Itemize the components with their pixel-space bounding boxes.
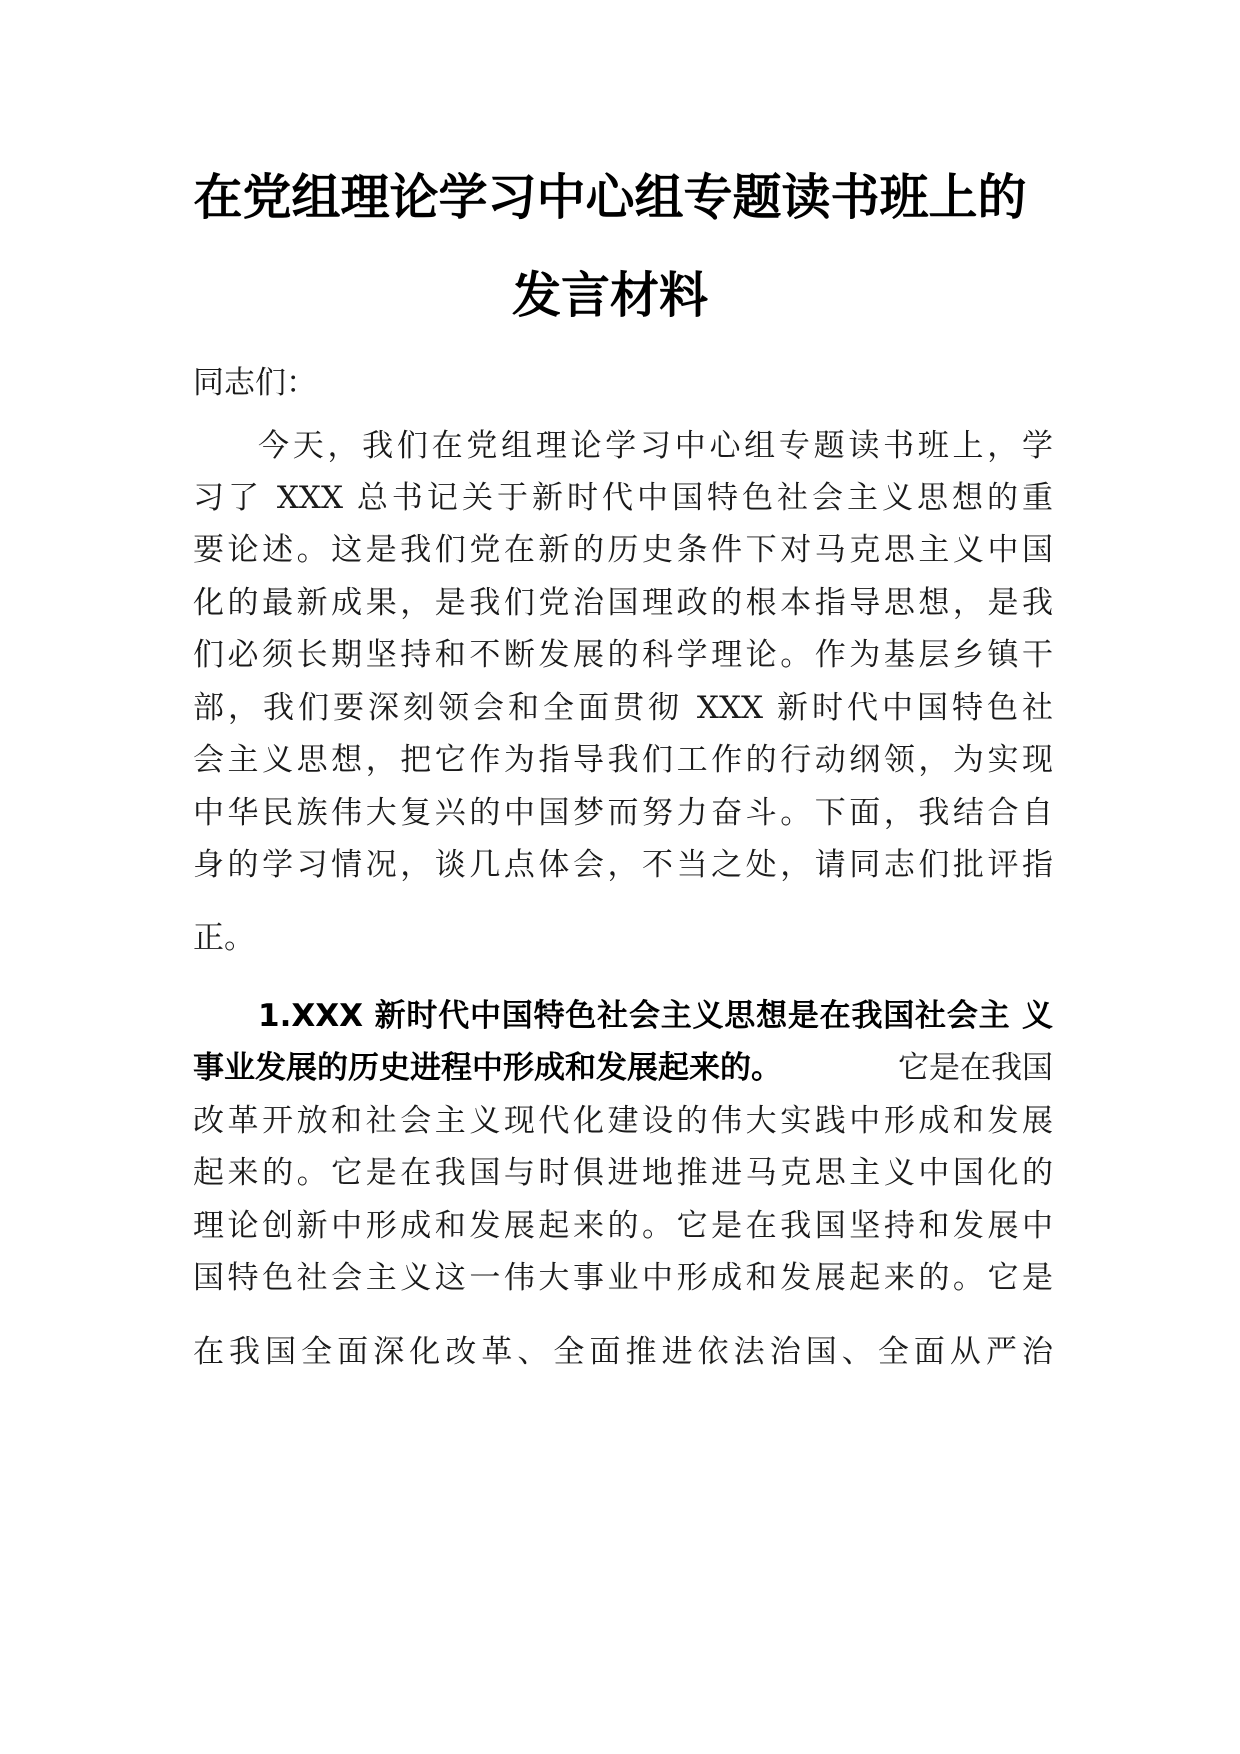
- salutation: 同志们：: [193, 365, 317, 401]
- paragraph-line: 今天，我们在党组理论学习中心组专题读书班上，学: [258, 428, 1053, 464]
- section-heading-line-2: [193, 1045, 1053, 1091]
- section-body-line: 国特色社会主义这一伟大事业中形成和发展起来的。它是: [193, 1260, 1053, 1296]
- paragraph-line: 化的最新成果，是我们党治国理政的根本指导思想，是我: [193, 585, 1053, 621]
- document-title-line-1: 在党组理论学习中心组专题读书班上的: [193, 169, 1027, 226]
- paragraph-line: 中华民族伟大复兴的中国梦而努力奋斗。下面，我结合自: [193, 795, 1053, 831]
- section-body-line: 在我国全面深化改革、全面推进依法治国、全面从严治: [193, 1334, 1053, 1370]
- document-title-line-2: 发言材料: [511, 267, 708, 324]
- section-body-line: 改革开放和社会主义现代化建设的伟大实践中形成和发展: [193, 1103, 1053, 1139]
- paragraph-line: 们必须长期坚持和不断发展的科学理论。作为基层乡镇干: [193, 637, 1053, 673]
- section-heading-line-1: 1.XXX 新时代中国特色社会主义思想是在我国社会主 义: [258, 998, 1053, 1034]
- paragraph-line: 会主义思想，把它作为指导我们工作的行动纲领，为实现: [193, 742, 1053, 778]
- section-heading-bold-text: 事业发展的历史进程中形成和发展起来的。: [193, 1050, 782, 1086]
- paragraph-line: 正。: [193, 920, 255, 956]
- paragraph-line: 习了 XXX 总书记关于新时代中国特色社会主义思想的重: [193, 480, 1053, 516]
- section-body-start: 它是在我国: [898, 1050, 1053, 1086]
- paragraph-line: 身的学习情况，谈几点体会，不当之处，请同志们批评指: [193, 847, 1053, 883]
- paragraph-line: 部，我们要深刻领会和全面贯彻 XXX 新时代中国特色社: [193, 690, 1053, 726]
- section-body-line: 起来的。它是在我国与时俱进地推进马克思主义中国化的: [193, 1155, 1053, 1191]
- paragraph-line: 要论述。这是我们党在新的历史条件下对马克思主义中国: [193, 532, 1053, 568]
- section-body-line: 理论创新中形成和发展起来的。它是在我国坚持和发展中: [193, 1208, 1053, 1244]
